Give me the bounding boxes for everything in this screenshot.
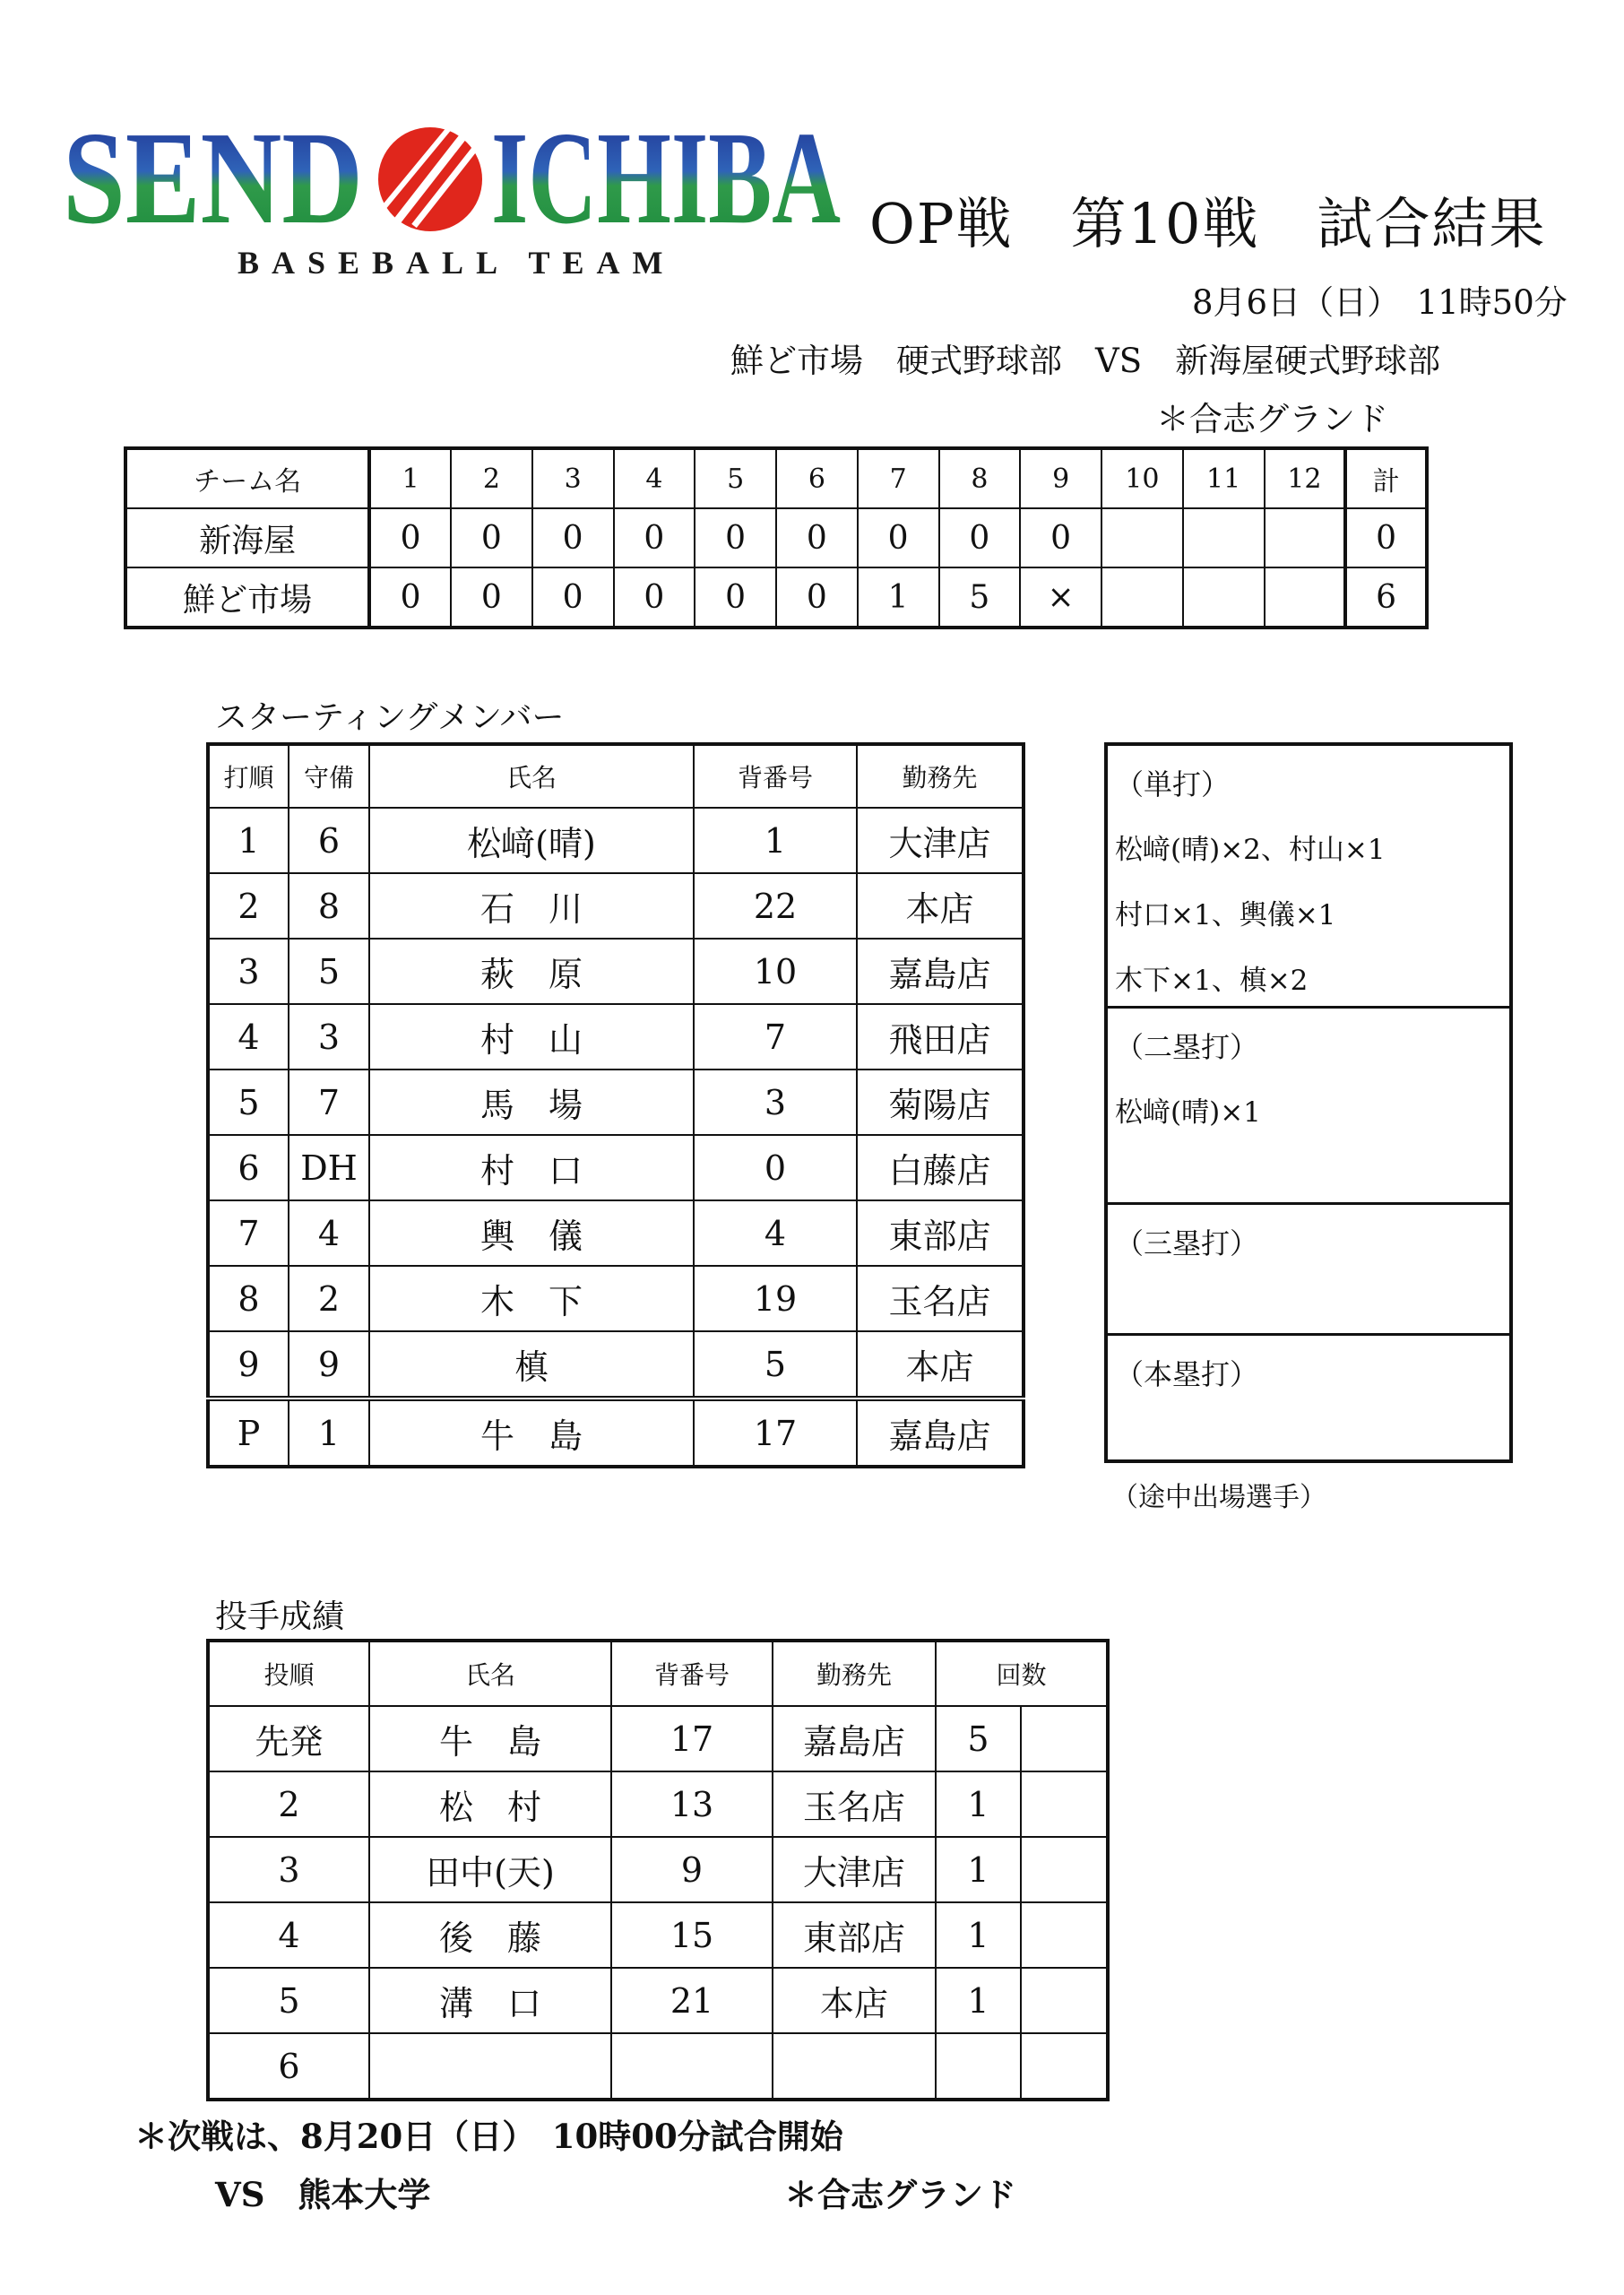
position: 7 <box>289 1070 369 1135</box>
uniform-number: 1 <box>694 808 857 873</box>
batting-order-header: 打順 <box>208 744 289 808</box>
inning-score: 1 <box>858 567 939 628</box>
workplace-header: 勤務先 <box>857 744 1024 808</box>
inning-header: 6 <box>776 448 858 508</box>
inning-score: 0 <box>939 508 1021 567</box>
position: 2 <box>289 1266 369 1331</box>
team-logo <box>63 105 842 287</box>
inning-score: 0 <box>532 567 614 628</box>
uniform-number: 0 <box>694 1135 857 1200</box>
team-name-header: チーム名 <box>125 448 369 508</box>
inning-score: 0 <box>532 508 614 567</box>
player-name: 村 口 <box>369 1135 694 1200</box>
table-row <box>208 1902 1108 1968</box>
player-name-header: 氏名 <box>369 1641 611 1706</box>
player-name-header: 氏名 <box>369 744 694 808</box>
batting-order: 4 <box>208 1004 289 1070</box>
innings-pitched: 1 <box>936 1837 1021 1902</box>
player-name: 牛 島 <box>369 1399 694 1467</box>
workplace: 嘉島店 <box>857 939 1024 1004</box>
table-row <box>208 808 1024 873</box>
homeruns-label: （本塁打） <box>1115 1357 1259 1391</box>
logo-wordmark <box>63 105 842 252</box>
innings-fraction <box>1021 1968 1108 2033</box>
player-name: 馬 場 <box>369 1070 694 1135</box>
inning-score: 5 <box>939 567 1021 628</box>
table-row <box>208 1266 1024 1331</box>
doubles-label: （二塁打） <box>1115 1030 1259 1064</box>
homeruns-section <box>1108 1336 1509 1463</box>
workplace: 嘉島店 <box>773 1706 936 1771</box>
singles-section <box>1108 746 1509 1009</box>
player-name: 松﨑(晴) <box>369 808 694 873</box>
inning-score: 0 <box>1020 508 1101 567</box>
uniform-number-header: 背番号 <box>694 744 857 808</box>
player-name: 槙 <box>369 1331 694 1399</box>
inning-score <box>1101 508 1183 567</box>
workplace: 東部店 <box>773 1902 936 1968</box>
singles-line: 木下×1、槙×2 <box>1115 965 1309 997</box>
next-game-notice: ＊次戦は、8月20日（日） 10時00分試合開始 <box>134 2117 843 2156</box>
inning-header: 8 <box>939 448 1021 508</box>
workplace: 本店 <box>857 1331 1024 1399</box>
table-row <box>208 1070 1024 1135</box>
table-row <box>208 2033 1108 2100</box>
table-row <box>208 1968 1108 2033</box>
inning-score: 0 <box>695 508 776 567</box>
scoreboard-header-row <box>125 448 1427 508</box>
workplace: 本店 <box>773 1968 936 2033</box>
innings-pitched <box>936 2033 1021 2100</box>
doubles-line: 松﨑(晴)×1 <box>1115 1096 1261 1129</box>
player-name: 後 藤 <box>369 1902 611 1968</box>
position: 6 <box>289 808 369 873</box>
game-matchup: 鮮ど市場 硬式野球部 VS 新海屋硬式野球部 <box>730 342 1441 380</box>
player-name: 萩 原 <box>369 939 694 1004</box>
uniform-number: 17 <box>694 1399 857 1467</box>
inning-score: 0 <box>776 508 858 567</box>
inning-score: 0 <box>369 567 451 628</box>
pitching-order: 6 <box>208 2033 369 2100</box>
pitching-results-title: 投手成績 <box>215 1598 345 1635</box>
uniform-number: 17 <box>611 1706 773 1771</box>
table-row <box>208 939 1024 1004</box>
triples-section <box>1108 1205 1509 1336</box>
workplace: 本店 <box>857 873 1024 939</box>
inning-header: 7 <box>858 448 939 508</box>
scoreboard-table <box>124 446 1429 629</box>
innings-pitched: 5 <box>936 1706 1021 1771</box>
uniform-number-header: 背番号 <box>611 1641 773 1706</box>
batting-order: 9 <box>208 1331 289 1399</box>
hit-records-box <box>1104 742 1513 1463</box>
next-opponent: VS 熊本大学 <box>215 2175 431 2214</box>
inning-score: 0 <box>451 567 532 628</box>
batting-order: 8 <box>208 1266 289 1331</box>
pitching-order: 先発 <box>208 1706 369 1771</box>
total-header: 計 <box>1345 448 1427 508</box>
player-name: 木 下 <box>369 1266 694 1331</box>
position: 4 <box>289 1200 369 1266</box>
inning-score: 0 <box>614 567 695 628</box>
workplace: 菊陽店 <box>857 1070 1024 1135</box>
inning-header: 3 <box>532 448 614 508</box>
inning-header: 12 <box>1265 448 1346 508</box>
table-row <box>208 1331 1024 1399</box>
svg-text:SEND: SEND <box>63 105 363 252</box>
scoreboard-row <box>125 508 1427 567</box>
uniform-number: 21 <box>611 1968 773 2033</box>
pitching-results-table <box>206 1639 1110 2101</box>
table-row <box>208 1004 1024 1070</box>
singles-label: （単打） <box>1115 767 1231 801</box>
innings-fraction <box>1021 1902 1108 1968</box>
singles-line: 村口×1、輿儀×1 <box>1115 899 1336 931</box>
workplace <box>773 2033 936 2100</box>
starting-lineup-table <box>206 742 1025 1468</box>
workplace: 大津店 <box>773 1837 936 1902</box>
innings-pitched: 1 <box>936 1968 1021 2033</box>
workplace: 飛田店 <box>857 1004 1024 1070</box>
workplace: 嘉島店 <box>857 1399 1024 1467</box>
inning-score <box>1101 567 1183 628</box>
page-title: OP戦 第10戦 試合結果 <box>869 191 1547 256</box>
uniform-number: 22 <box>694 873 857 939</box>
table-row <box>208 1771 1108 1837</box>
singles-line: 松﨑(晴)×2、村山×1 <box>1115 834 1386 866</box>
table-row <box>208 1706 1108 1771</box>
doubles-section <box>1108 1009 1509 1205</box>
svg-text:ICHIBA: ICHIBA <box>491 105 841 252</box>
innings-fraction <box>1021 1771 1108 1837</box>
player-name <box>369 2033 611 2100</box>
uniform-number: 4 <box>694 1200 857 1266</box>
team-total: 0 <box>1345 508 1427 567</box>
position-header: 守備 <box>289 744 369 808</box>
inning-header: 5 <box>695 448 776 508</box>
workplace-header: 勤務先 <box>773 1641 936 1706</box>
batting-order: P <box>208 1399 289 1467</box>
table-row <box>208 1135 1024 1200</box>
position: 5 <box>289 939 369 1004</box>
game-venue: ＊合志グランド <box>1156 400 1388 438</box>
uniform-number: 19 <box>694 1266 857 1331</box>
team-name: 鮮ど市場 <box>125 567 369 628</box>
workplace: 大津店 <box>857 808 1024 873</box>
position: 1 <box>289 1399 369 1467</box>
logo-subtitle: BASEBALL TEAM <box>238 245 676 281</box>
team-name: 新海屋 <box>125 508 369 567</box>
table-row <box>208 1837 1108 1902</box>
player-name: 溝 口 <box>369 1968 611 2033</box>
uniform-number: 13 <box>611 1771 773 1837</box>
inning-score <box>1183 508 1265 567</box>
triples-label: （三塁打） <box>1115 1226 1259 1260</box>
workplace: 東部店 <box>857 1200 1024 1266</box>
player-name: 牛 島 <box>369 1706 611 1771</box>
player-name: 田中(天) <box>369 1837 611 1902</box>
lineup-header-row <box>208 744 1024 808</box>
inning-score: 0 <box>695 567 776 628</box>
batting-order: 3 <box>208 939 289 1004</box>
starting-lineup-title: スターティングメンバー <box>215 699 565 736</box>
workplace: 玉名店 <box>773 1771 936 1837</box>
position: 8 <box>289 873 369 939</box>
batting-order: 6 <box>208 1135 289 1200</box>
player-name: 村 山 <box>369 1004 694 1070</box>
pitching-order: 2 <box>208 1771 369 1837</box>
pitching-order-header: 投順 <box>208 1641 369 1706</box>
player-name: 松 村 <box>369 1771 611 1837</box>
table-row <box>208 873 1024 939</box>
inning-score: × <box>1020 567 1101 628</box>
pitching-order: 4 <box>208 1902 369 1968</box>
uniform-number <box>611 2033 773 2100</box>
player-name: 石 川 <box>369 873 694 939</box>
innings-fraction <box>1021 1837 1108 1902</box>
inning-header: 1 <box>369 448 451 508</box>
table-row <box>208 1200 1024 1266</box>
uniform-number: 15 <box>611 1902 773 1968</box>
inning-header: 9 <box>1020 448 1101 508</box>
inning-score <box>1265 508 1346 567</box>
position: 3 <box>289 1004 369 1070</box>
inning-score: 0 <box>776 567 858 628</box>
uniform-number: 5 <box>694 1331 857 1399</box>
workplace: 玉名店 <box>857 1266 1024 1331</box>
player-name: 輿 儀 <box>369 1200 694 1266</box>
starting-pitcher-row <box>208 1399 1024 1467</box>
position: DH <box>289 1135 369 1200</box>
inning-header: 2 <box>451 448 532 508</box>
uniform-number: 3 <box>694 1070 857 1135</box>
game-datetime: 8月6日（日） 11時50分 <box>1192 283 1568 322</box>
innings-pitched: 1 <box>936 1771 1021 1837</box>
batting-order: 1 <box>208 808 289 873</box>
substitutes-label: （途中出場選手） <box>1111 1482 1326 1513</box>
innings-fraction <box>1021 1706 1108 1771</box>
innings-pitched-header: 回数 <box>936 1641 1108 1706</box>
pitching-header-row <box>208 1641 1108 1706</box>
inning-score: 0 <box>858 508 939 567</box>
batting-order: 7 <box>208 1200 289 1266</box>
inning-score: 0 <box>614 508 695 567</box>
uniform-number: 7 <box>694 1004 857 1070</box>
inning-header: 4 <box>614 448 695 508</box>
uniform-number: 10 <box>694 939 857 1004</box>
uniform-number: 9 <box>611 1837 773 1902</box>
scoreboard-row <box>125 567 1427 628</box>
inning-header: 10 <box>1101 448 1183 508</box>
inning-score: 0 <box>451 508 532 567</box>
innings-fraction <box>1021 2033 1108 2100</box>
inning-score <box>1183 567 1265 628</box>
batting-order: 5 <box>208 1070 289 1135</box>
pitching-order: 3 <box>208 1837 369 1902</box>
inning-header: 11 <box>1183 448 1265 508</box>
pitching-order: 5 <box>208 1968 369 2033</box>
team-total: 6 <box>1345 567 1427 628</box>
inning-score <box>1265 567 1346 628</box>
next-game-venue: ＊合志グランド <box>784 2175 1016 2214</box>
batting-order: 2 <box>208 873 289 939</box>
workplace: 白藤店 <box>857 1135 1024 1200</box>
inning-score: 0 <box>369 508 451 567</box>
innings-pitched: 1 <box>936 1902 1021 1968</box>
position: 9 <box>289 1331 369 1399</box>
